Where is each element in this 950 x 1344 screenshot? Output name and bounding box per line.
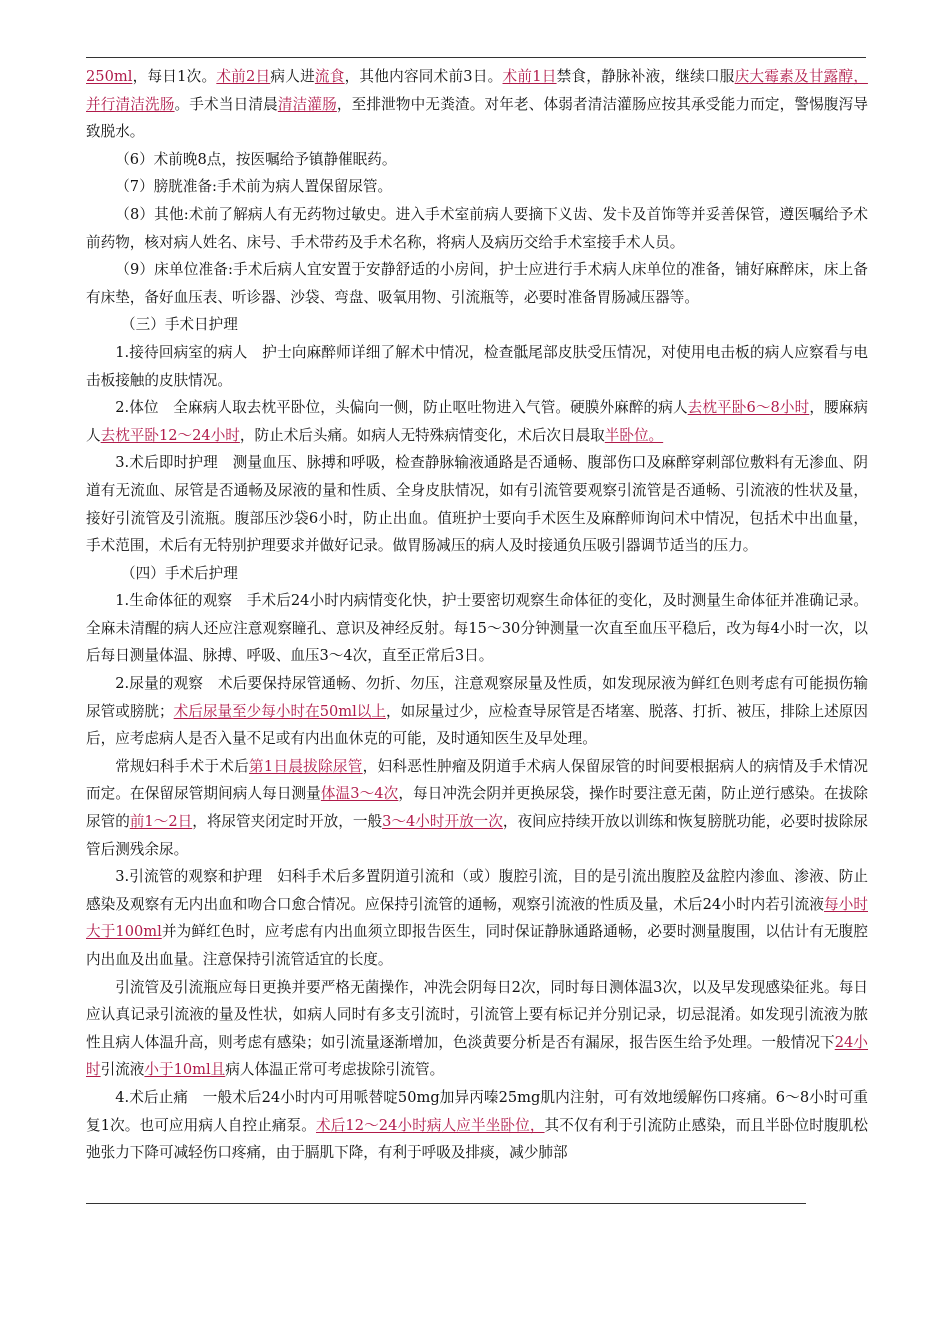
highlighted-text: 小于10ml且: [144, 1061, 226, 1079]
text-run: ，防止术后头痛。如病人无特殊病情变化，术后次日晨取: [239, 426, 605, 444]
highlighted-text: 每小时大于100ml: [86, 895, 868, 941]
highlighted-text: 前1～2日: [129, 813, 193, 831]
text-run: （7）膀胱准备:手术前为病人置保留尿管。: [115, 178, 393, 196]
highlighted-text: 去枕平卧6～8小时: [687, 399, 810, 417]
text-run: 2.体位 全麻病人取去枕平卧位，头偏向一侧，防止呕吐物进入气管。硬膜外麻醉的病人: [115, 399, 688, 417]
text-run: （6）术前晚8点，按医嘱给予镇静催眠药。: [115, 150, 397, 168]
paragraph: [86, 173, 868, 201]
section-heading: [86, 560, 868, 588]
text-run: 并为鲜红色时，应考虑有内出血须立即报告医生，同时保证静脉通路通畅，必要时测量腹围，以估计有无腹腔内出血及出血量。注意保持引流管适宜的长度。: [86, 923, 868, 968]
highlighted-text: 术后12～24小时病人应半坐卧位，: [316, 1116, 545, 1134]
text-run: 禁食，静脉补液，继续口服: [556, 68, 735, 85]
paragraph: [86, 339, 868, 394]
text-run: （三）手术日护理: [121, 316, 238, 334]
highlighted-text: 半卧位。: [604, 426, 664, 444]
highlighted-text: 术前2日: [216, 68, 271, 85]
text-run: 2.尿量的观察 术后要保持尿管通畅、勿折、勿压，注意观察尿量及性质，如发现尿液为鲜红色则考虑有可能损伤输尿管或膀胱；: [86, 675, 868, 720]
text-run: 1.接待回病室的病人 护士向麻醉师详细了解术中情况，检查骶尾部皮肤受压情况，对使用电击板的病人应察看与电击板接触的皮肤情况。: [86, 343, 868, 389]
text-run: 引流液: [100, 1061, 145, 1079]
text-run: 引流管及引流瓶应每日更换并要严格无菌操作，冲洗会阴每日2次，同时每日测体温3次，以及早发现感染征兆。每日应认真记录引流液的量及性状，如病人同时有多支引流时，引流管上要有标记并分别记录，切忌混淆。如发现引流液为脓性且病人体温升高，则考虑有感染；如引流量逐渐增加，色淡黄要分析是否有漏尿，报告医生给予处理。一般情况下: [86, 978, 868, 1051]
paragraph: [86, 394, 868, 449]
text-run: 。手术当日清晨: [174, 95, 278, 113]
paragraph: [86, 449, 868, 559]
text-run: ，至排泄物中无粪渣。对年老、体弱者清洁灌肠应按其承受能力而定，警惕腹泻导致脱水。: [86, 95, 868, 141]
paragraph: [86, 1084, 868, 1167]
highlighted-text: 去枕平卧12～24小时: [100, 426, 240, 444]
highlighted-text: 3～4小时开放一次: [382, 813, 503, 831]
highlighted-text: 清洁灌肠: [277, 95, 337, 113]
text-run: 常规妇科手术于术后: [115, 757, 250, 775]
highlighted-text: 庆大霉素及甘露醇，并行清洁洗肠: [86, 68, 868, 113]
text-run: 3.术后即时护理 测量血压、脉搏和呼吸，检查静脉输液通路是否通畅、腹部伤口及麻醉穿刺部位敷料有无渗血、阴道有无流血、尿管是否通畅及尿液的量和性质、全身皮肤情况，如有引流管要观察引流管是否通畅、引流液的性状及量，接好引流管及引流瓶。腹部压沙袋6小时，防止出血。值班护士要向手术医生及麻醉师询问术中情况，包括术中出血量，手术范围，术后有无特别护理要求并做好记录。做胃肠减压的病人及时接通负压吸引器调节适当的压力。: [86, 454, 868, 555]
text-run: （8）其他:术前了解病人有无药物过敏史。进入手术室前病人要摘下义齿、发卡及首饰等并妥善保管，遵医嘱给予术前药物，核对病人姓名、床号、手术带药及手术名称，将病人及病历交给手术室接手术人员。: [86, 205, 868, 251]
footer-rule: [86, 1203, 806, 1204]
text-run: 病人进: [270, 68, 315, 85]
paragraph: [86, 753, 868, 863]
text-run: ，夜间应持续开放以训练和恢复膀胱功能，必要时拔除尿管后测残余尿。: [86, 813, 868, 858]
highlighted-text: 体温3～4次: [320, 785, 399, 803]
text-run: ，妇科恶性肿瘤及阴道手术病人保留尿管的时间要根据病人的病情及手术情况而定。在保留尿管期间病人每日测量: [86, 757, 868, 803]
paragraph: [86, 670, 868, 753]
paragraph: [86, 63, 868, 146]
text-run: ，将尿管夹闭定时开放，一般: [192, 813, 383, 831]
text-run: ，每日冲洗会阴并更换尿袋，操作时要注意无菌，防止逆行感染。在拔除尿管的: [86, 785, 868, 831]
text-run: 4.术后止痛 一般术后24小时内可用哌替啶50mg加异丙嗪25mg肌内注射，可有效地缓解伤口疼痛。6～8小时可重复1次。也可应用病人自控止痛泵。: [86, 1088, 868, 1134]
highlighted-text: 术前1日: [502, 68, 557, 85]
text-run: （9）床单位准备:手术后病人宜安置于安静舒适的小房间，护士应进行手术病人床单位的准备，铺好麻醉床，床上备有床垫，备好血压表、听诊器、沙袋、弯盘、吸氧用物、引流瓶等，必要时准备胃肠减压器等。: [86, 261, 868, 306]
highlighted-text: 术后尿量至少每小时在50ml以上: [173, 702, 386, 720]
text-run: ，如尿量过少，应检查导尿管是否堵塞、脱落、打折、被压，排除上述原因后，应考虑病人是否入量不足或有内出血休克的可能，及时通知医生及早处理。: [86, 702, 868, 748]
paragraph: [86, 863, 868, 973]
header-rule: [86, 57, 866, 58]
paragraph: [86, 146, 868, 174]
paragraph: [86, 201, 868, 256]
highlighted-text: 第1日晨拔除尿管: [249, 757, 363, 775]
highlighted-text: 24小时: [86, 1033, 868, 1079]
text-run: 其不仅有利于引流防止感染，而且半卧位时腹肌松弛张力下降可减轻伤口疼痛，由于膈肌下降，有利于呼吸及排痰，减少肺部: [86, 1116, 868, 1162]
text-run: 3.引流管的观察和护理 妇科手术后多置阴道引流和（或）腹腔引流，目的是引流出腹腔及盆腔内渗血、渗液、防止感染及观察有无内出血和吻合口愈合情况。应保持引流管的通畅，观察引流液的性质及量，术后24小时内若引流液: [86, 868, 868, 913]
paragraph: [86, 974, 868, 1084]
text-run: ，其他内容同术前3日。: [344, 68, 503, 85]
text-run: ，每日1次。: [132, 68, 217, 85]
text-run: ，腰麻病人: [86, 399, 868, 444]
section-heading: [86, 311, 868, 339]
document-body: [86, 63, 868, 1167]
highlighted-text: 250ml: [86, 68, 133, 85]
text-run: 1.生命体征的观察 手术后24小时内病情变化快，护士要密切观察生命体征的变化，及时测量生命体征并准确记录。全麻未清醒的病人还应注意观察瞳孔、意识及神经反射。每15～30分钟测量一次直至血压平稳后，改为每4小时一次，以后每日测量体温、脉搏、呼吸、血压3～4次，直至正常后3日。: [86, 592, 868, 665]
paragraph: [86, 256, 868, 311]
paragraph: [86, 587, 868, 670]
text-run: 病人体温正常可考虑拔除引流管。: [225, 1061, 445, 1079]
text-run: （四）手术后护理: [121, 564, 238, 582]
highlighted-text: 流食: [314, 68, 345, 85]
